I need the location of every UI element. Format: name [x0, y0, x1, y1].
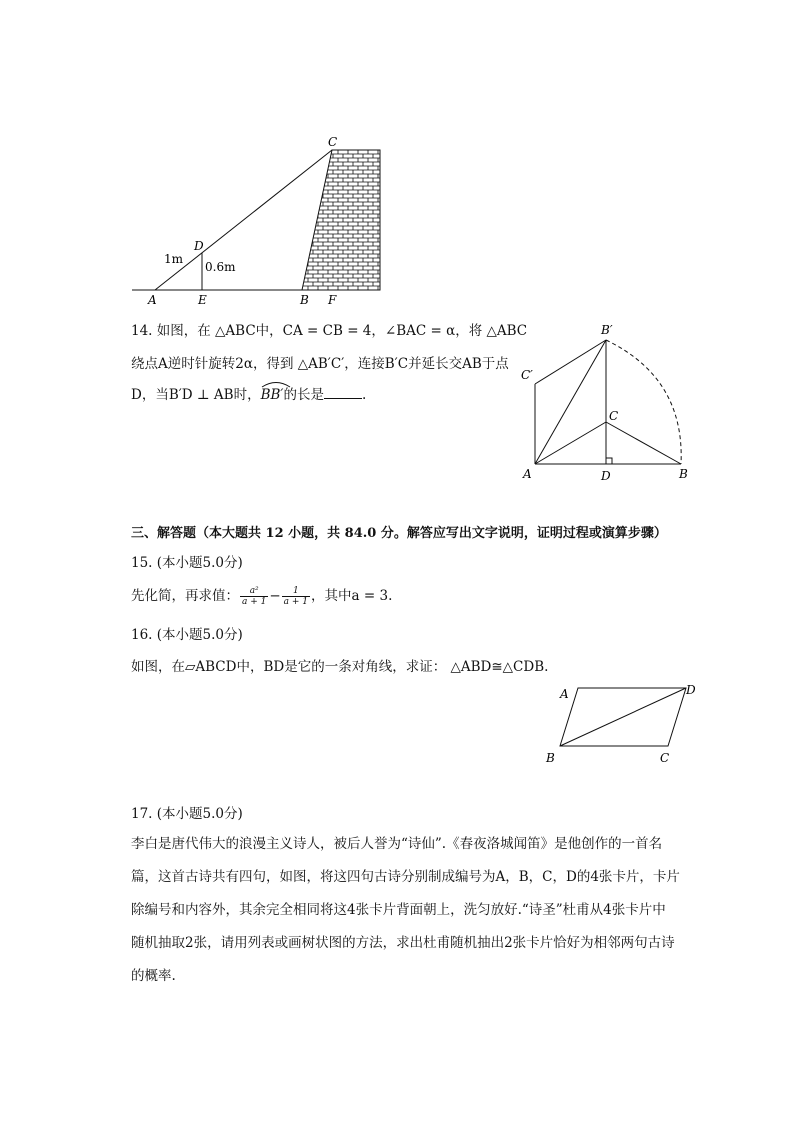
label-a: A [148, 293, 157, 307]
q14-line3: D，当B′D ⊥ AB时， BB′的长是 . [131, 386, 366, 404]
brick-wall [302, 150, 380, 290]
label-e: E [198, 293, 207, 307]
q15-header: 15. (本小题5.0分) [131, 555, 243, 571]
q17-line4: 随机抽取2张，请用列表或画树状图的方法，求出杜甫随机抽出2张卡片恰好为相邻两句古诗 [131, 935, 675, 951]
figure-parallelogram [540, 680, 710, 770]
segment-ab-prime [535, 340, 606, 464]
arc-bbprime: BB′ [261, 386, 284, 404]
label-b: B [546, 751, 555, 765]
q14-line3-pre: D，当B′D ⊥ AB时， [131, 387, 261, 403]
q17-line2: 篇，这首古诗共有四句，如图，将这四句古诗分别制成编号为A，B，C，D的4张卡片，卡片 [131, 869, 680, 885]
length-ad: 1m [164, 252, 184, 266]
segment-ac [535, 422, 606, 464]
length-de: 0.6m [205, 260, 236, 274]
q17-header: 17. (本小题5.0分) [131, 806, 243, 822]
label-d: D [601, 469, 611, 483]
ladder-line [155, 150, 332, 290]
section-three-title: 三、解答题（本大题共 12 小题，共 84.0 分。解答应写出文字说明，证明过程或演算步骤） [131, 526, 667, 541]
q15-body: 先化简，再求值： $\frac{\text{a²}}{a + 1}$ − $\frac{1}{a + 1}$ ，其中a = 3. [131, 586, 393, 607]
label-b: B [300, 293, 309, 307]
q14-line1: 14. 如图，在 △ABC中，CA = CB = 4，∠BAC = α，将 △ABC [131, 323, 528, 339]
q17-line5: 的概率. [131, 968, 176, 984]
label-d: D [194, 239, 204, 253]
q17-line3: 除编号和内容外，其余完全相同将这4张卡片背面朝上，洗匀放好.“诗圣”杜甫从4张卡片中 [131, 902, 666, 918]
label-c: C [660, 751, 670, 765]
right-angle-mark [606, 458, 612, 464]
label-f: F [328, 293, 337, 307]
label-c: C [609, 409, 619, 423]
answer-blank[interactable] [324, 386, 362, 399]
segment-b-prime-c-prime [535, 340, 606, 384]
label-c-prime: C′ [521, 368, 533, 382]
q14-line3-post: 的长是 [283, 387, 325, 403]
label-b: B [679, 467, 688, 481]
q14-line2: 绕点A逆时针旋转2α，得到 △AB′C′，连接B′C并延长交AB于点 [131, 356, 509, 372]
label-a: A [560, 687, 569, 701]
diagonal-bd [560, 688, 686, 746]
fraction-1: $\frac{\text{a²}}{a + 1}$ [242, 586, 267, 607]
label-c: C [328, 135, 338, 149]
label-d: D [686, 683, 696, 697]
q17-line1: 李白是唐代伟大的浪漫主义诗人，被后人誉为“诗仙”.《春夜洛城闻笛》是他创作的一首名 [131, 836, 663, 852]
figure-rotation [515, 318, 705, 486]
q16-body: 如图，在▱ABCD中，BD是它的一条对角线，求证： △ABD≅△CDB. [131, 659, 549, 675]
label-b-prime: B′ [601, 323, 613, 337]
arc-bb-prime [606, 340, 681, 464]
q16-header: 16. (本小题5.0分) [131, 627, 243, 643]
figure-wall-ladder [120, 130, 400, 310]
label-a: A [523, 467, 532, 481]
segment-cb [606, 422, 681, 464]
fraction-2: $\frac{1}{a + 1}$ [283, 586, 309, 607]
